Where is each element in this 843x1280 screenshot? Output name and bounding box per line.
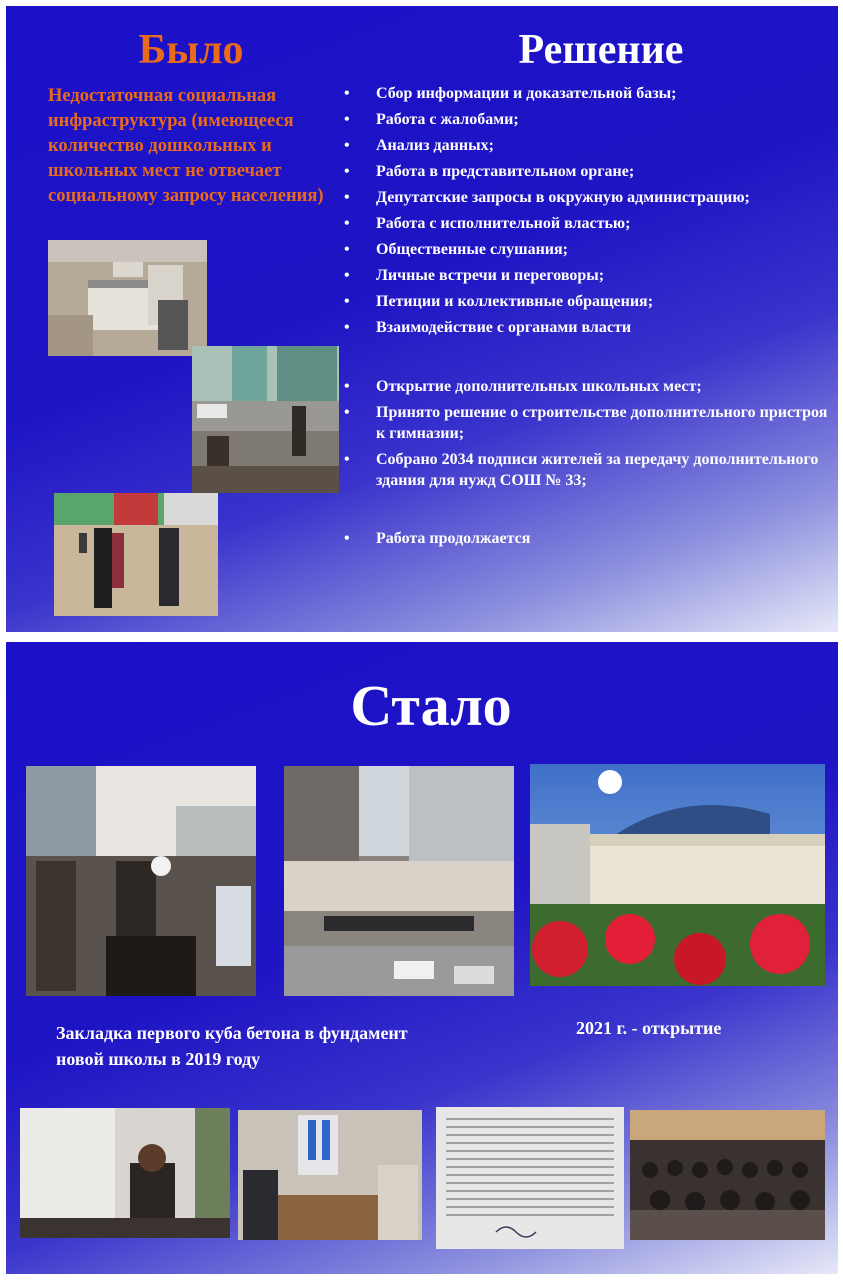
caption-opening: 2021 г. - открытие [576,1018,722,1038]
photo-construction-site [48,240,207,356]
photo-site-gathering [284,766,514,996]
list-item: • Работа продолжается [344,528,834,549]
list-item: • Личные встречи и переговоры; [344,265,834,286]
slide-after [6,642,838,1274]
photo-meeting-table [238,1110,422,1240]
list-item: • Общественные слушания; [344,239,834,260]
title-after: Стало [350,673,512,738]
list-item: • Собрано 2034 подписи жителей за передачу дополнительного здания для нужд СОШ № 33; [344,449,834,491]
photo-ceremony-crowd [26,766,256,996]
list-item: • Принято решение о строительстве дополнительного пристроя к гимназии; [344,402,834,444]
photo-people-site-meeting [54,493,218,616]
list-item: • Открытие дополнительных школьных мест; [344,376,834,397]
result-list [344,376,834,496]
list-item: • Работа в представительном органе; [344,161,834,182]
list-item: • Анализ данных; [344,135,834,156]
status-list [344,528,834,554]
action-list [344,83,834,343]
photo-new-school [530,764,825,986]
title-before: Было [138,27,244,73]
list-item: • Депутатские запросы в окружную администрацию; [344,187,834,208]
photo-woman-speaking [20,1108,230,1238]
list-item: • Работа с исполнительной властью; [344,213,834,234]
list-item: • Петиции и коллективные обращения; [344,291,834,312]
photo-petition-letter [436,1107,624,1249]
slide-before-solution [6,6,838,632]
title-solution: Решение [518,27,684,73]
list-item: • Взаимодействие с органами власти [344,317,834,338]
problem-description: Недостаточная социальная инфраструктура (имеющееся количество дошкольных и школьных мест не отвечает социальному запросу населения) [48,86,324,206]
list-item: • Сбор информации и доказательной базы; [344,83,834,104]
photo-audience-hall [630,1110,825,1240]
caption-first-concrete: Закладка первого куба бетона в фундамент новой школы в 2019 году [56,1023,408,1069]
photo-street-workers [192,346,339,493]
list-item: • Работа с жалобами; [344,109,834,130]
